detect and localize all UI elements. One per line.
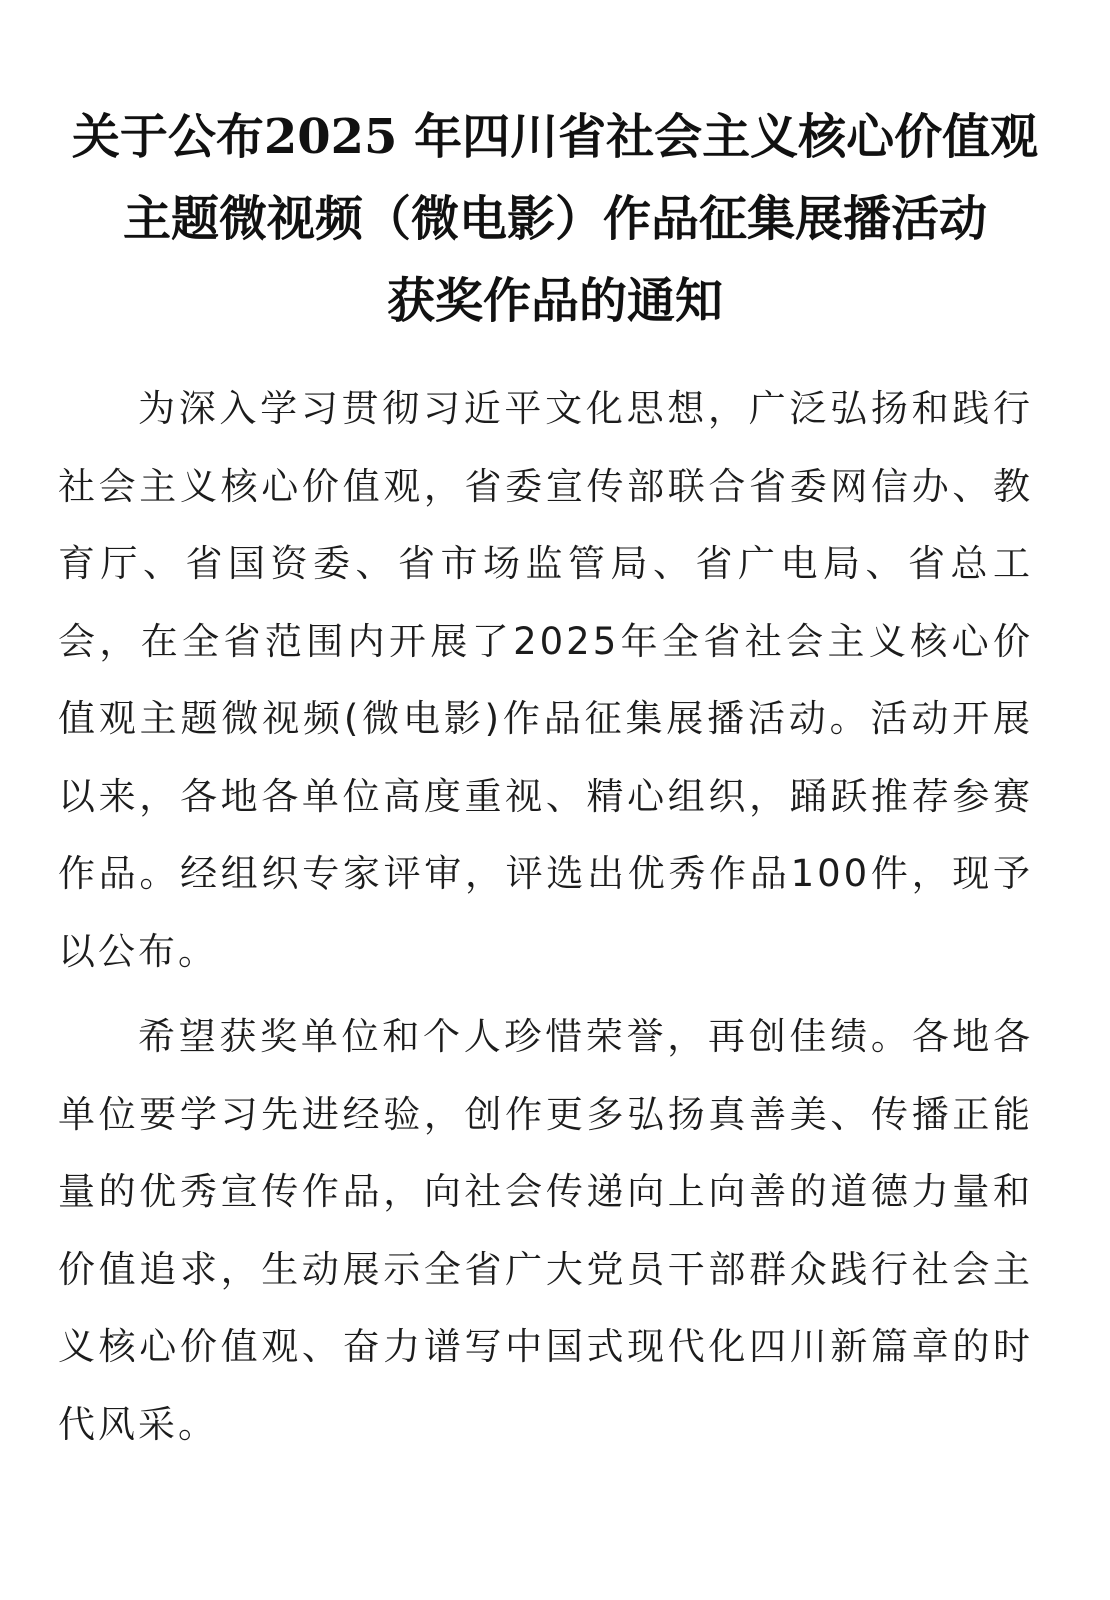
document-title xyxy=(0,96,1110,342)
body-paragraph-2: 希望获奖单位和个人珍惜荣誉，再创佳绩。各地各单位要学习先进经验，创作更多弘扬真善美、传播正能量的优秀宣传作品，向社会传递向上向善的道德力量和价值追求，生动展示全省广大党员干部群众践行社会主义核心价值观、奋力谱写中国式现代化四川新篇章的时代风采。 xyxy=(58,1015,1033,1446)
title-line-2: 主题微视频（微电影）作品征集展播活动 xyxy=(122,191,987,247)
body-paragraph-1: 为深入学习贯彻习近平文化思想，广泛弘扬和践行社会主义核心价值观，省委宣传部联合省委网信办、教育厅、省国资委、省市场监管局、省广电局、省总工会，在全省范围内开展了2025年全省社会主义核心价值观主题微视频(微电影)作品征集展播活动。活动开展以来，各地各单位高度重视、精心组织，踊跃推荐参赛作品。经组织专家评审，评选出优秀作品100件，现予以公布。 xyxy=(58,387,1033,973)
title-line-1: 关于公布2025 年四川省社会主义核心价值观 xyxy=(71,109,1039,165)
title-line-3: 获奖作品的通知 xyxy=(386,273,723,329)
